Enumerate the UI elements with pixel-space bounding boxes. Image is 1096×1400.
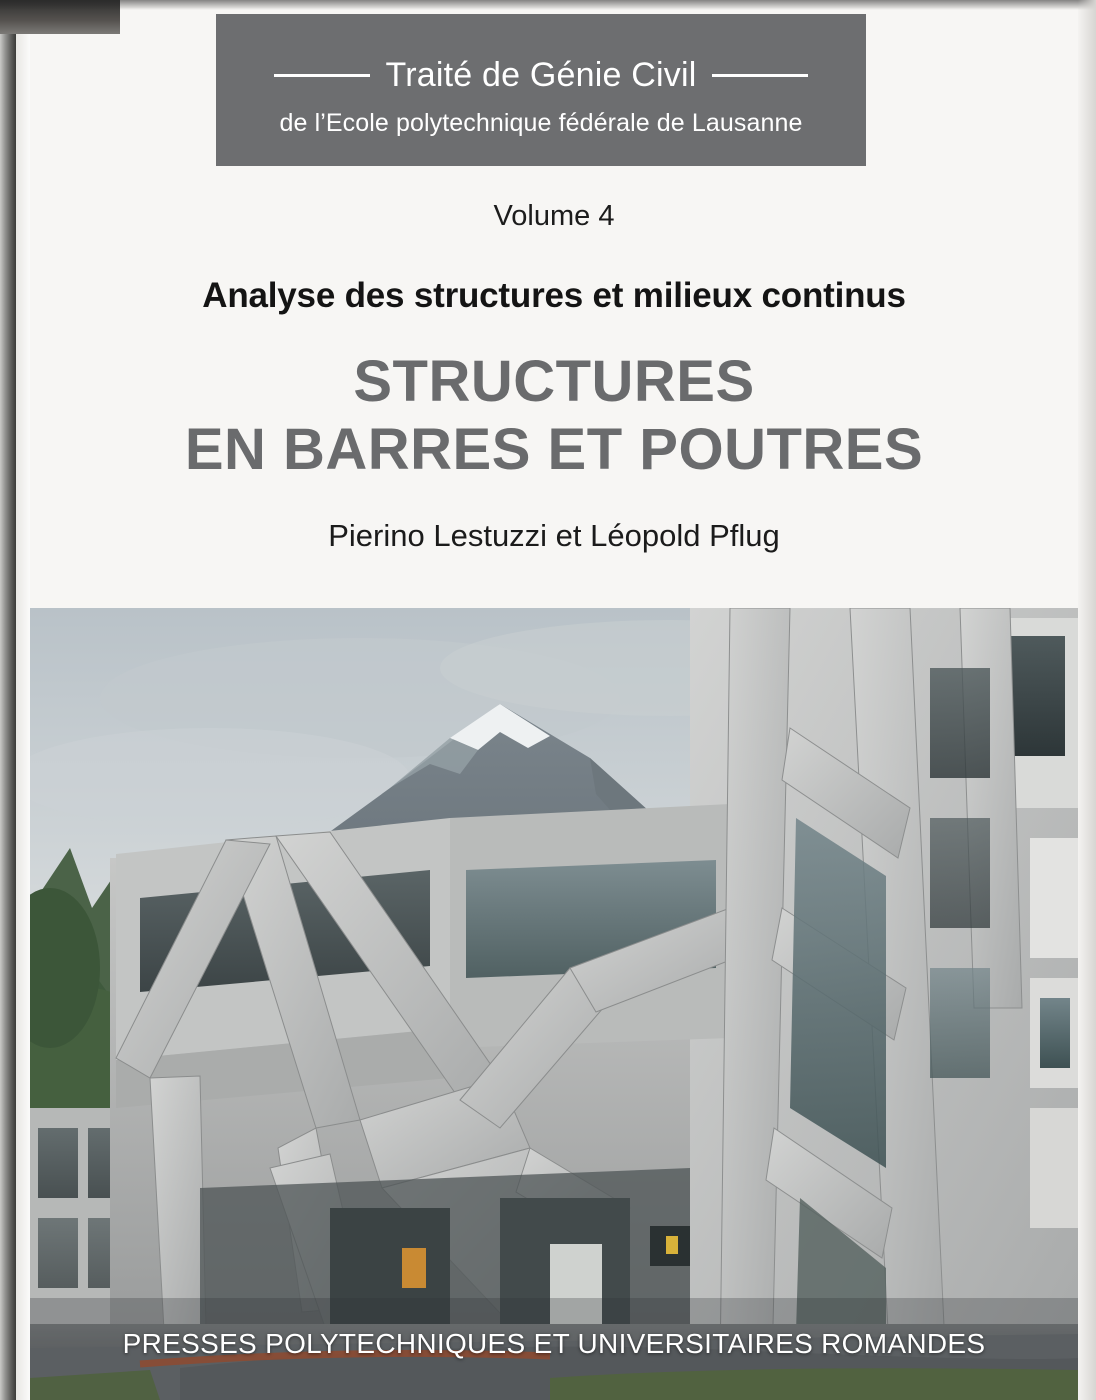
main-title-line-1: STRUCTURES bbox=[353, 349, 755, 414]
series-subtitle: de l’Ecole polytechnique fédérale de Lausanne bbox=[279, 109, 803, 137]
cover-top-shadow bbox=[0, 0, 1096, 10]
cover-main-title bbox=[30, 348, 1078, 485]
publisher-line: PRESSES POLYTECHNIQUES ET UNIVERSITAIRES ROMANDES bbox=[122, 1328, 986, 1359]
rule-right-icon bbox=[712, 74, 808, 77]
cover-right-edge bbox=[1078, 0, 1096, 1400]
main-title-line-2: EN BARRES ET POUTRES bbox=[184, 417, 924, 483]
cover-authors: Pierino Lestuzzi et Léopold Pflug bbox=[328, 518, 780, 553]
volume-label: Volume 4 bbox=[493, 200, 615, 232]
series-band bbox=[216, 14, 866, 166]
cover-subtitle: Analyse des structures et milieux continus bbox=[202, 276, 906, 315]
book-spine bbox=[0, 0, 16, 1400]
cover-photograph bbox=[30, 608, 1078, 1400]
book-spine-inner bbox=[16, 0, 30, 1400]
series-title-row bbox=[216, 56, 866, 95]
series-title: Traité de Génie Civil bbox=[385, 56, 697, 94]
cover-upper-panel bbox=[30, 8, 1078, 608]
rule-left-icon bbox=[274, 74, 370, 77]
